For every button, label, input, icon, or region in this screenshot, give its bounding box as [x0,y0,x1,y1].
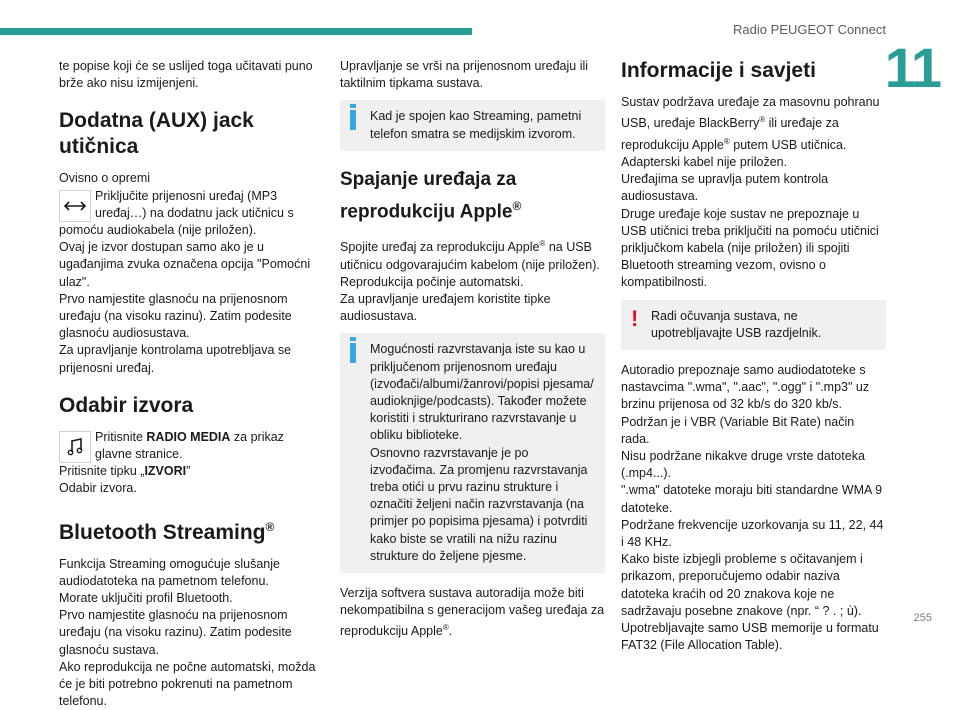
info-paragraph-2: Adapterski kabel nije priložen. [621,154,788,169]
sorting-note [340,333,605,573]
header-title: Radio PEUGEOT Connect [733,22,886,37]
apple-paragraph-1: Spojite uređaj za reprodukciju Apple® na USB utičnicu odgovarajućim kabelom (nije priložen). [340,239,600,272]
usb-hub-warning [621,300,886,350]
aux-paragraph-2: Ovaj je izvor dostupan samo ako je u ugađanjima zvuka označena opcija "Pomoćni ulaz". [59,240,311,289]
compatibility-paragraph: Verzija softvera sustava autoradija može biti nekompatibilna s generacijom vašeg uređaja za reprodukciju Apple®. [340,585,605,639]
source-paragraph-2: Pritisnite tipku „IZVORI” [59,464,191,479]
column-3 [621,58,886,654]
aux-heading: Dodatna (AUX) jack utičnica [59,109,254,159]
bt-paragraph-4: Ako reprodukcija ne počne automatski, možda će je biti potrebno pokrenuti na pametnom telefonu. [59,659,316,709]
source-instruction: Pritisnite RADIO MEDIA za prikaz glavne stranice. [95,429,284,462]
info-paragraph-1: Sustav podržava uređaje za masovnu pohranu USB, uređaje BlackBerry® ili uređaje za reprodukciju Apple® putem USB utičnica. [621,95,880,152]
sorting-note-text-2: Osnovno razvrstavanje je po izvođačima. Za promjenu razvrstavanja treba otići u prvu razinu strukture i označiti željeni način razvrstavanja (na primjer po popisima pjesama) i potvrditi kako biste se vratili na nižu razinu strukture do željene pjesme. [370,445,588,563]
info-paragraph-9: Podržane frekvencije uzorkovanja su 11, 22, 44 i 48 KHz. [621,517,884,549]
streaming-note-text: Kad je spojen kao Streaming, pametni telefon smatra se medijskim izvorom. [370,109,582,141]
info-paragraph-5: Autoradio prepoznaje samo audiodatoteke s nastavcima ".wma", ".aac", ".ogg" i ".mp3" uz brzinu prijenosa od 32 kb/s do 320 kb/s. [621,362,870,412]
bt-paragraph-2: Morate uključiti profil Bluetooth. [59,591,233,606]
info-paragraph-4: Druge uređaje koje sustav ne prepoznaje u USB utičnici treba priključiti na pomoću utičnici priključkom kabela (nije priložen) ili spojiti Bluetooth streaming vezom, ovisno o kompatibilnosti. [621,206,879,290]
info-paragraph-11: Upotrebljavajte samo USB memorije u formatu FAT32 (File Allocation Table). [621,621,879,653]
bt-paragraph-1: Funkcija Streaming omogućuje slušanje audiodatoteka na pametnom telefonu. [59,556,280,588]
aux-jack-icon [59,190,91,222]
column-1 [59,58,322,710]
usb-hub-warning-text: Radi očuvanja sustava, ne upotrebljavajte USB razdjelnik. [651,308,822,340]
info-paragraph-8: ".wma" datoteke moraju biti standardne WMA 9 datoteke. [621,483,883,515]
chapter-number: 11 [884,36,940,99]
info-paragraph-3: Uređajima se upravlja putem kontrola audiosustava. [621,172,829,204]
source-icon-row [59,429,322,463]
aux-paragraph-3: Prvo namjestite glasnoću na prijenosnom uređaju (na visoku razinu). Zatim podesite glasnoću audiosustava. [59,291,292,341]
column-2 [340,58,605,641]
bt-paragraph-3: Prvo namjestite glasnoću na prijenosnom uređaju (na visoku razinu). Zatim podesite glasnoću sustava. [59,608,292,657]
radio-media-label: RADIO MEDIA [146,429,231,444]
info-paragraph-7: Nisu podržane nikakve druge vrste datoteka (.mp4...). [621,448,865,481]
izvori-label: IZVORI [144,464,187,479]
info-paragraph-6: Podržan je i VBR (Variable Bit Rate) način rada. [621,414,855,446]
source-paragraph-3: Odabir izvora. [59,481,137,496]
bluetooth-heading: Bluetooth Streaming® [59,519,275,544]
apple-paragraph-3: Za upravljanje uređajem koristite tipke audiosustava. [340,291,551,324]
page-number: 255 [913,612,932,624]
aux-icon-text: Priključite prijenosni uređaj (MP3 uređaj…) na dodatnu jack utičnicu s [95,188,294,220]
intro-text: te popise koji će se uslijed toga učitavati puno brže ako nisu izmijenjeni. [59,59,313,91]
apple-heading: Spajanje uređaja za reprodukciju Apple® [340,168,522,223]
source-heading: Odabir izvora [59,393,194,417]
info-icon [350,343,356,363]
sorting-note-text-1: Mogućnosti razvrstavanja iste su kao u priključenom prijenosnom uređaju (izvođači/albumi/žanrovi/popisi pjesama/ audioknjige/podcasts). Također možete koristiti i strukturirano razvrstavanje u obliku biblioteke. [370,342,594,443]
info-paragraph-10: Kako biste izbjegli probleme s očitavanjem i prikazom, preporučujemo odabir naziva datoteka kraćih od 20 znakova koje ne sadržavaju posebne znakove (npr. “ ? . ; ù). [621,552,863,618]
aux-paragraph-4: Za upravljanje kontrolama upotrebljava se prijenosni uređaj. [59,343,292,375]
info-icon [350,110,356,130]
info-heading: Informacije i savjeti [621,59,816,82]
aux-paragraph-1: pomoću audiokabela (nije priložen). [59,223,257,238]
control-paragraph: Upravljanje se vrši na prijenosnom uređaju ili taktilnim tipkama sustava. [340,59,589,91]
aux-icon-row [59,188,322,222]
warning-icon: ! [631,305,639,331]
streaming-note [340,100,605,150]
aux-depends: Ovisno o opremi [59,171,151,186]
header-accent-bar [0,28,472,35]
apple-paragraph-2: Reprodukcija počinje automatski. [340,274,524,289]
music-note-icon [59,431,91,463]
